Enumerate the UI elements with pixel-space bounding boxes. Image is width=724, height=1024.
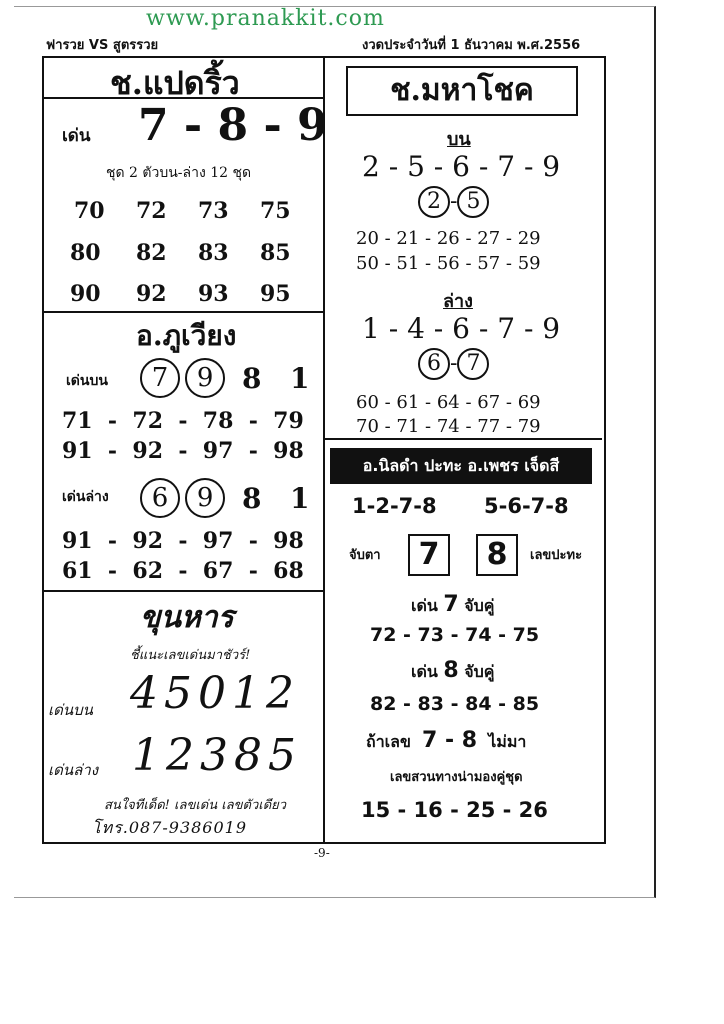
den-label: เด่น (62, 126, 91, 146)
section-banner: อ.นิลดำ ปะทะ อ.เพชร เจ็ดสี (330, 448, 592, 484)
page-number: -9- (314, 846, 330, 860)
plain-digit: 8 (242, 482, 262, 515)
top-circled-group: 2 - 5 (418, 186, 489, 218)
number-cell: 72 (136, 198, 167, 224)
plain-digit: 8 (242, 362, 262, 395)
den-label: เด่น 8 จับคู่ (411, 658, 495, 683)
circled-digit: 5 (457, 186, 489, 218)
section-title: ช.แปดริ้ว (110, 64, 240, 102)
bottom-label: เด่นล่าง (62, 489, 109, 505)
number-row: 91 - 92 - 97 - 98 (62, 438, 304, 464)
circled-digit: 9 (185, 358, 225, 398)
note: เลขสวนทางน่ามองคู่ชุด (390, 770, 523, 785)
number-row: 91 - 92 - 97 - 98 (62, 528, 304, 554)
circled-digit: 7 (457, 348, 489, 380)
circled-digit: 2 (418, 186, 450, 218)
number-cell: 92 (136, 281, 167, 307)
top-circled-group (140, 358, 225, 398)
divider-line (325, 438, 602, 440)
final-row: 15 - 16 - 25 - 26 (361, 798, 548, 822)
header-left: ฟารวย VS สูตรรวย (46, 38, 159, 53)
number-cell: 83 (198, 240, 229, 266)
title-box (346, 66, 578, 116)
top-label: เด่นบน (48, 701, 93, 719)
set-a: 1-2-7-8 (352, 494, 437, 518)
number-cell: 75 (260, 198, 291, 224)
plain-digit: 1 (290, 482, 310, 515)
plain-digit: 1 (290, 362, 310, 395)
box-digit: 7 (408, 534, 450, 576)
bottom-circled-group: 6 - 7 (418, 348, 489, 380)
number-row: 50 - 51 - 56 - 57 - 59 (356, 253, 541, 274)
tagline: ชี้แนะเลขเด่นมาชัวร์! (130, 648, 251, 663)
number-row: 60 - 61 - 64 - 67 - 69 (356, 392, 541, 413)
bottom-label: เด่นล่าง (48, 761, 99, 779)
top-value: 45012 (130, 668, 300, 719)
number-cell: 80 (70, 240, 101, 266)
phone: โทร.087-9386019 (92, 818, 248, 837)
number-row: 71 - 72 - 78 - 79 (62, 408, 304, 434)
den-value: 7 - 8 - 9 (138, 100, 328, 151)
number-row: 70 - 71 - 74 - 77 - 79 (356, 416, 541, 437)
circled-digit: 9 (185, 478, 225, 518)
section-title: ช.มหาโชค (390, 73, 534, 108)
number-row: 61 - 62 - 67 - 68 (62, 558, 304, 584)
number-cell: 85 (260, 240, 291, 266)
number-cell: 90 (70, 281, 101, 307)
circled-digit: 7 (140, 358, 180, 398)
sub-caption: ชุด 2 ตัวบน-ล่าง 12 ชุด (106, 165, 252, 181)
box-digit: 8 (476, 534, 518, 576)
number-cell: 73 (198, 198, 229, 224)
section-title: อ.ภูเวียง (136, 319, 237, 352)
number-cell: 82 (136, 240, 167, 266)
bottom-value: 12385 (132, 730, 302, 781)
number-cell: 70 (74, 198, 105, 224)
bottom-digits: 1 - 4 - 6 - 7 - 9 (362, 312, 561, 345)
number-cell: 93 (198, 281, 229, 307)
set-b: 5-6-7-8 (484, 494, 569, 518)
clash-label: เลขปะทะ (530, 548, 583, 563)
top-label: เด่นบน (66, 373, 108, 389)
divider-line (44, 311, 323, 313)
den-label: เด่น 7 จับคู่ (411, 592, 495, 617)
number-row: 20 - 21 - 26 - 27 - 29 (356, 228, 541, 249)
bottom-label: ล่าง (443, 291, 473, 312)
top-label: บน (447, 129, 471, 150)
if-line: ถ้าเลข 7 - 8 ไม่มา (366, 728, 527, 753)
footer-note: สนใจทีเด็ด! เลขเด่น เลขตัวเดียว (104, 798, 287, 813)
number-row: 72 - 73 - 74 - 75 (370, 624, 540, 646)
number-row: 82 - 83 - 84 - 85 (370, 693, 540, 715)
bottom-circled-group (140, 478, 225, 518)
number-cell: 95 (260, 281, 291, 307)
top-digits: 2 - 5 - 6 - 7 - 9 (362, 150, 561, 183)
header-right: งวดประจำวันที่ 1 ธันวาคม พ.ศ.2556 (362, 38, 581, 53)
watch-label: จับตา (349, 548, 381, 563)
watermark: www.pranakkit.com (146, 6, 385, 31)
circled-digit: 6 (140, 478, 180, 518)
divider-line (44, 590, 323, 592)
section-title: ขุนหาร (140, 600, 234, 635)
column-divider (323, 58, 325, 842)
circled-digit: 6 (418, 348, 450, 380)
